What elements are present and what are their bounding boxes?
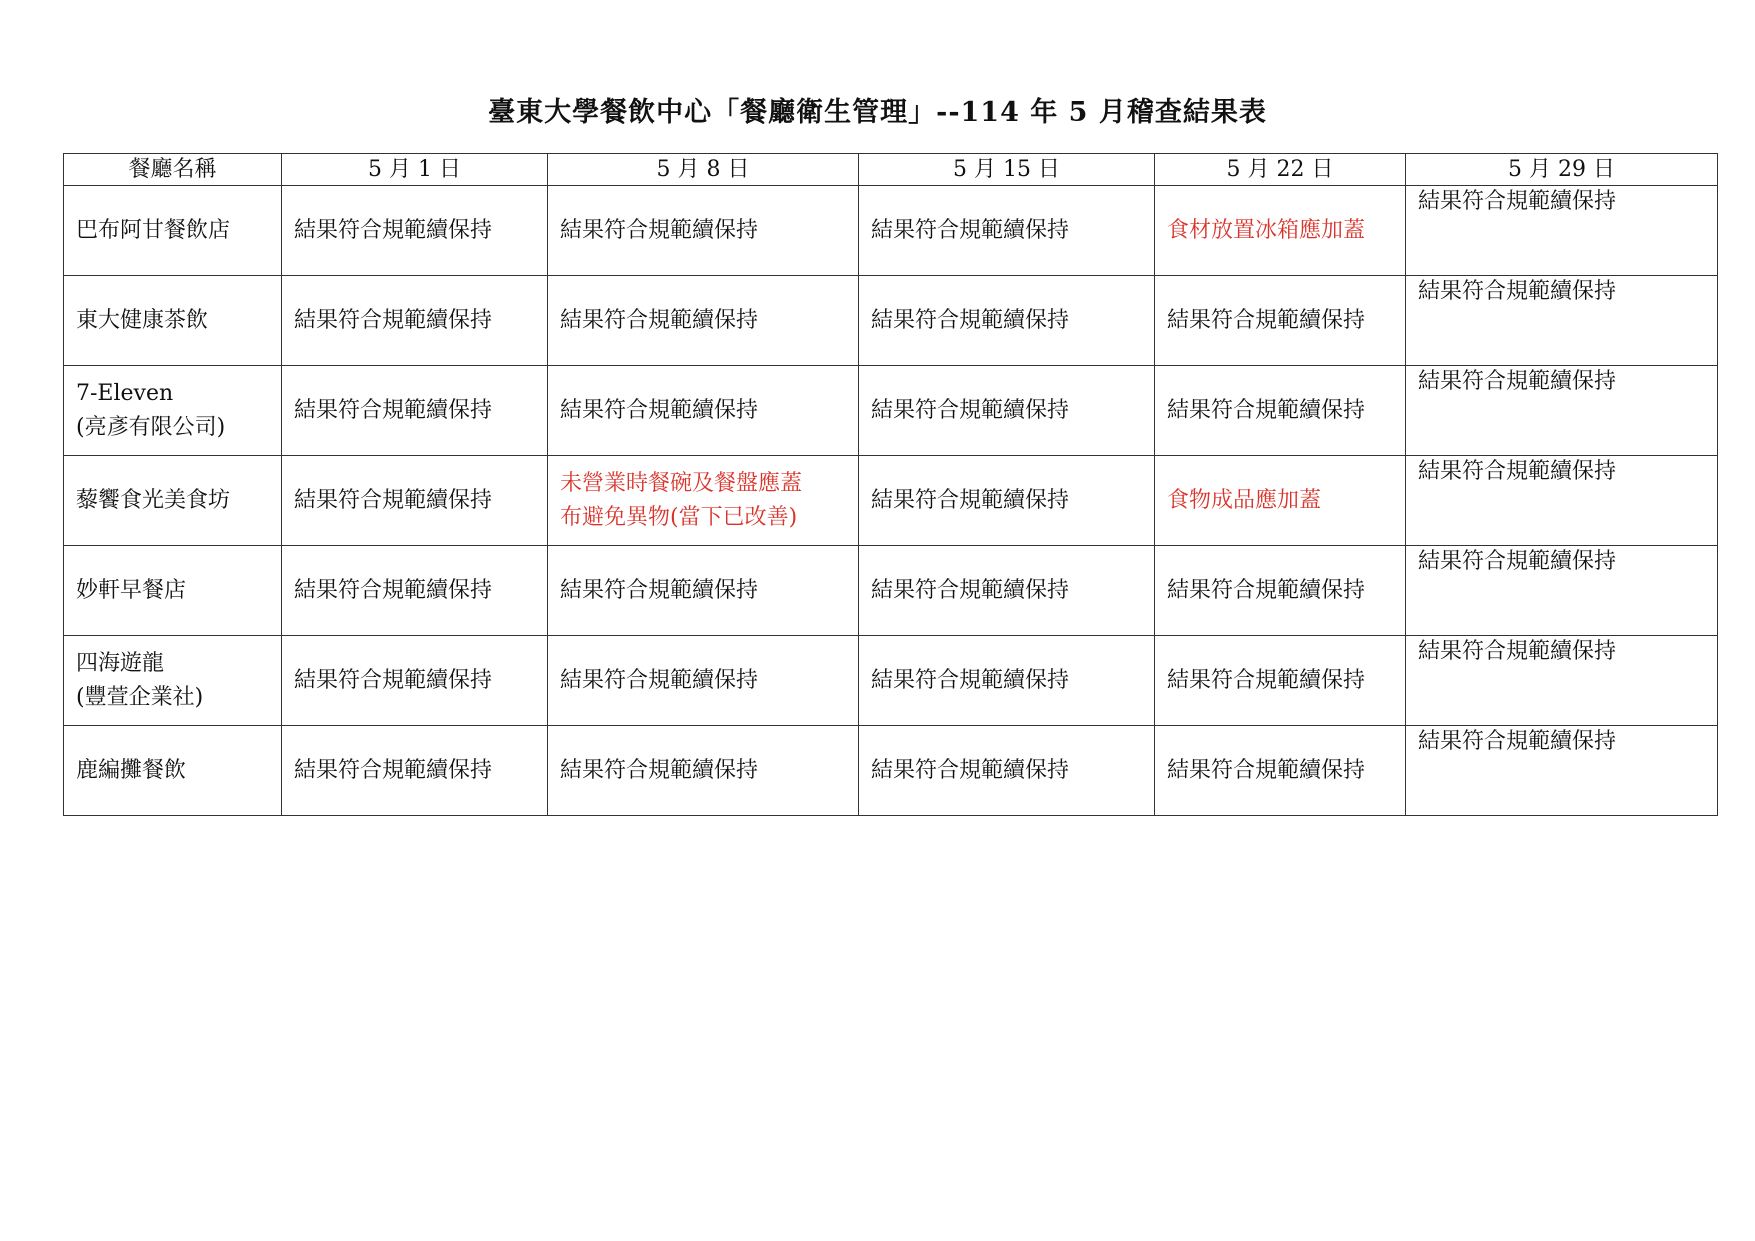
result-cell (1155, 276, 1406, 366)
restaurant-name-cell (64, 186, 282, 276)
result-text: 結果符合規範續保持 (1418, 729, 1617, 754)
result-text: 結果符合規範續保持 (871, 667, 1070, 693)
result-text-line: 未營業時餐碗及餐盤應蓋 (560, 470, 803, 496)
table-row (64, 636, 1718, 726)
result-cell (1406, 186, 1718, 276)
result-text: 結果符合規範續保持 (560, 307, 759, 333)
result-cell (282, 546, 548, 636)
result-cell (1155, 366, 1406, 456)
result-cell (859, 366, 1155, 456)
result-cell (1406, 456, 1718, 546)
result-cell (859, 186, 1155, 276)
page-title: 臺東大學餐飲中心「餐廳衛生管理」--114 年 5 月稽查結果表 (488, 97, 1267, 128)
result-cell (1406, 366, 1718, 456)
result-text: 結果符合規範續保持 (871, 217, 1070, 243)
result-text: 結果符合規範續保持 (294, 307, 493, 333)
result-text: 結果符合規範續保持 (1418, 189, 1617, 214)
result-text: 結果符合規範續保持 (1167, 307, 1366, 333)
result-text: 結果符合規範續保持 (1418, 549, 1617, 574)
restaurant-name: 鹿編攤餐飲 (76, 757, 187, 783)
result-text: 結果符合規範續保持 (871, 397, 1070, 423)
result-text: 結果符合規範續保持 (294, 397, 493, 423)
restaurant-name: 妙軒早餐店 (76, 577, 187, 603)
restaurant-name-cell (64, 546, 282, 636)
inspection-table (63, 153, 1718, 816)
column-header-restaurant-name: 餐廳名稱 (64, 154, 282, 186)
result-cell (548, 636, 859, 726)
restaurant-name: 四海遊龍 (76, 650, 165, 676)
result-cell (1155, 636, 1406, 726)
result-cell (282, 276, 548, 366)
result-cell (282, 726, 548, 816)
restaurant-name: 藜饗食光美食坊 (76, 487, 231, 513)
result-cell (282, 366, 548, 456)
result-text: 結果符合規範續保持 (1167, 397, 1366, 423)
result-cell (859, 276, 1155, 366)
table-body (64, 186, 1718, 816)
result-cell (859, 546, 1155, 636)
result-text: 結果符合規範續保持 (871, 307, 1070, 333)
restaurant-name: 巴布阿甘餐飲店 (76, 217, 231, 243)
result-text: 結果符合規範續保持 (560, 757, 759, 783)
result-cell (1155, 726, 1406, 816)
result-text: 結果符合規範續保持 (1167, 577, 1366, 603)
restaurant-name: (豐萱企業社) (76, 684, 204, 710)
result-text: 結果符合規範續保持 (1167, 757, 1366, 783)
restaurant-name-cell (64, 726, 282, 816)
result-cell (1406, 276, 1718, 366)
header-row (64, 154, 1718, 186)
restaurant-name: 東大健康茶飲 (76, 307, 209, 333)
column-header-date: 5 月 15 日 (859, 154, 1155, 186)
column-header-date: 5 月 1 日 (282, 154, 548, 186)
result-text: 結果符合規範續保持 (560, 217, 759, 243)
result-cell (548, 366, 859, 456)
issue-text: 食物成品應加蓋 (1167, 487, 1322, 513)
result-cell (548, 186, 859, 276)
result-cell (548, 456, 859, 546)
table-row (64, 366, 1718, 456)
result-text: 結果符合規範續保持 (294, 217, 493, 243)
result-text: 結果符合規範續保持 (871, 487, 1070, 513)
result-cell (548, 276, 859, 366)
result-text: 結果符合規範續保持 (560, 397, 759, 423)
table-row (64, 726, 1718, 816)
result-cell (282, 456, 548, 546)
result-text: 結果符合規範續保持 (294, 487, 493, 513)
issue-text: 食材放置冰箱應加蓋 (1167, 217, 1366, 243)
restaurant-name-cell (64, 366, 282, 456)
result-text: 結果符合規範續保持 (294, 757, 493, 783)
result-cell (1155, 186, 1406, 276)
result-text: 結果符合規範續保持 (294, 577, 493, 603)
result-cell (859, 456, 1155, 546)
restaurant-name-cell (64, 456, 282, 546)
result-cell (1406, 726, 1718, 816)
table-row (64, 186, 1718, 276)
result-cell (859, 726, 1155, 816)
result-cell (282, 186, 548, 276)
result-cell (1406, 546, 1718, 636)
result-text: 結果符合規範續保持 (560, 667, 759, 693)
result-cell (548, 546, 859, 636)
table-row (64, 546, 1718, 636)
result-cell (859, 636, 1155, 726)
restaurant-name-cell (64, 276, 282, 366)
result-cell (1155, 546, 1406, 636)
restaurant-name: (亮彥有限公司) (76, 414, 226, 440)
result-text: 結果符合規範續保持 (294, 667, 493, 693)
restaurant-name: 7-Eleven (76, 380, 174, 406)
column-header-date: 5 月 8 日 (548, 154, 859, 186)
column-header-date: 5 月 29 日 (1406, 154, 1718, 186)
result-cell (282, 636, 548, 726)
result-text: 結果符合規範續保持 (1418, 459, 1617, 484)
result-cell (1155, 456, 1406, 546)
table-row (64, 456, 1718, 546)
result-text: 結果符合規範續保持 (1167, 667, 1366, 693)
result-text: 結果符合規範續保持 (560, 577, 759, 603)
result-text: 結果符合規範續保持 (871, 757, 1070, 783)
result-cell (1406, 636, 1718, 726)
column-header-date: 5 月 22 日 (1155, 154, 1406, 186)
table-row (64, 276, 1718, 366)
result-text: 結果符合規範續保持 (1418, 639, 1617, 664)
result-text: 結果符合規範續保持 (871, 577, 1070, 603)
result-text-line: 布避免異物(當下已改善) (560, 504, 798, 530)
result-text: 結果符合規範續保持 (1418, 279, 1617, 304)
restaurant-name-cell (64, 636, 282, 726)
result-text: 結果符合規範續保持 (1418, 369, 1617, 394)
result-cell (548, 726, 859, 816)
